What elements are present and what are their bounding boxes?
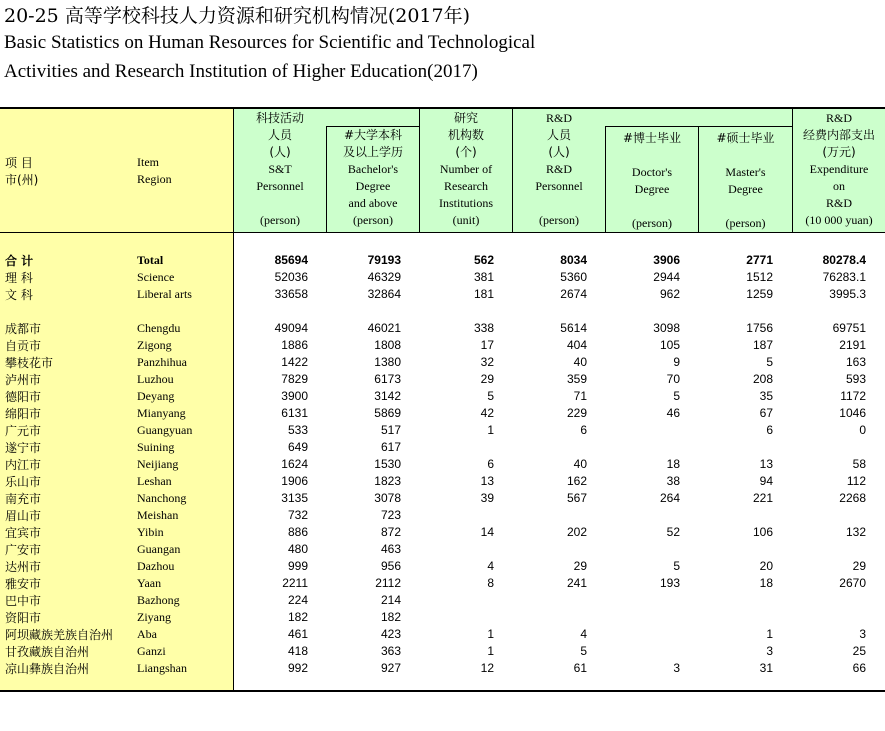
table-cell: 2944 [653, 270, 680, 284]
table-cell: 202 [566, 525, 587, 539]
table-cell: 5614 [560, 321, 587, 335]
table-cell: 94 [759, 474, 773, 488]
table-cell: 181 [473, 287, 494, 301]
row-label-cn: 合 计 [5, 254, 34, 268]
header-doctor: #博士毕业 Doctor's Degree (person) [622, 131, 682, 230]
table-cell: 1046 [839, 406, 866, 420]
table-cell: 1906 [281, 474, 308, 488]
table-cell: 999 [287, 559, 308, 573]
table-cell: 927 [380, 661, 401, 675]
row-label-cn: 达州市 [5, 560, 42, 574]
row-label-cn: 广安市 [5, 543, 42, 557]
table-cell: 2191 [839, 338, 866, 352]
table-cell: 85694 [274, 253, 308, 267]
table-cell: 3078 [374, 491, 401, 505]
table-cell: 1808 [374, 338, 401, 352]
table-cell: 221 [752, 491, 773, 505]
table-cell: 105 [659, 338, 680, 352]
table-cell: 106 [752, 525, 773, 539]
table-cell: 35 [759, 389, 773, 403]
header-institutions: 研究 机构数 (个) Number of Research Institutions (unit) [438, 111, 493, 227]
table-cell: 4 [487, 559, 494, 573]
table-cell: 29 [852, 559, 866, 573]
table-cell: 872 [380, 525, 401, 539]
table-cell: 187 [752, 338, 773, 352]
table-cell: 214 [380, 593, 401, 607]
table-cell: 3135 [281, 491, 308, 505]
row-label-cn: 攀枝花市 [5, 356, 54, 370]
row-label-cn: 内江市 [5, 458, 42, 472]
row-label-cn: 德阳市 [5, 390, 42, 404]
table-cell: 13 [480, 474, 494, 488]
table-cell: 1886 [281, 338, 308, 352]
row-label-cn: 宜宾市 [5, 526, 42, 540]
table-cell: 7829 [281, 372, 308, 386]
table-cell: 40 [573, 355, 587, 369]
table-cell: 32 [480, 355, 494, 369]
table-cell: 3098 [653, 321, 680, 335]
header-rd-personnel: R&D 人员 (人) R&D Personnel (person) [535, 111, 583, 227]
row-label-en: Bazhong [137, 593, 180, 607]
table-cell: 649 [287, 440, 308, 454]
row-label-cn: 泸州市 [5, 373, 42, 387]
table-cell: 14 [480, 525, 494, 539]
table-cell: 52036 [274, 270, 308, 284]
table-cell: 962 [659, 287, 680, 301]
row-label-en: Liangshan [137, 661, 187, 675]
table-cell: 5360 [560, 270, 587, 284]
region-header-en: Region [137, 172, 172, 186]
title-block [4, 4, 535, 86]
table-cell: 1380 [374, 355, 401, 369]
row-label-cn: 自贡市 [5, 339, 42, 353]
table-cell: 1512 [746, 270, 773, 284]
row-label-cn: 眉山市 [5, 509, 42, 523]
table-cell: 163 [845, 355, 866, 369]
row-label-en: Nanchong [137, 491, 187, 505]
table-cell: 132 [845, 525, 866, 539]
table-cell: 58 [852, 457, 866, 471]
item-header-cn: 项 目 [5, 156, 33, 170]
table-cell: 182 [380, 610, 401, 624]
row-label-en: Ganzi [137, 644, 166, 658]
row-label-cn: 南充市 [5, 492, 42, 506]
row-label-cn: 甘孜藏族自治州 [5, 645, 90, 659]
table-cell: 162 [566, 474, 587, 488]
table-cell: 3 [859, 627, 866, 641]
table-cell: 69751 [832, 321, 866, 335]
row-label-cn: 阿坝藏族羌族自治州 [5, 628, 114, 642]
row-label-cn: 遂宁市 [5, 441, 42, 455]
table-cell: 52 [666, 525, 680, 539]
table-cell: 886 [287, 525, 308, 539]
table-cell: 193 [659, 576, 680, 590]
table-cell: 1 [487, 644, 494, 658]
item-header-en: Item [137, 155, 159, 169]
row-label-cn: 文 科 [5, 288, 33, 302]
table-cell: 5 [487, 389, 494, 403]
table-cell: 2674 [560, 287, 587, 301]
table-cell: 264 [659, 491, 680, 505]
row-label-en: Chengdu [137, 321, 181, 335]
table-cell: 1 [487, 423, 494, 437]
table-cell: 6173 [374, 372, 401, 386]
table-cell: 533 [287, 423, 308, 437]
table-cell: 2211 [282, 576, 308, 590]
table-cell: 2771 [746, 253, 773, 267]
row-label-cn: 广元市 [5, 424, 42, 438]
table-cell: 381 [473, 270, 494, 284]
page-title-en-line2: Activities and Research Institution of Higher Education(2017) [4, 61, 478, 82]
table-cell: 66 [852, 661, 866, 675]
table-cell: 42 [480, 406, 494, 420]
table-cell: 593 [845, 372, 866, 386]
table-cell: 39 [480, 491, 494, 505]
table-cell: 562 [473, 253, 494, 267]
table-cell: 1259 [746, 287, 773, 301]
row-label-en: Dazhou [137, 559, 175, 573]
table-cell: 3900 [281, 389, 308, 403]
table-cell: 20 [759, 559, 773, 573]
table-cell: 208 [752, 372, 773, 386]
row-label-cn: 理 科 [5, 271, 33, 285]
table-cell: 3906 [653, 253, 680, 267]
row-label-cn: 成都市 [5, 322, 42, 336]
table-cell: 338 [473, 321, 494, 335]
row-label-en: Suining [137, 440, 175, 454]
table-cell: 5869 [374, 406, 401, 420]
table-cell: 76283.1 [822, 270, 866, 284]
table-cell: 9 [673, 355, 680, 369]
row-label-en: Guangan [137, 542, 181, 556]
row-label-en: Aba [137, 627, 157, 641]
table-cell: 70 [666, 372, 680, 386]
table-cell: 46329 [367, 270, 401, 284]
table-cell: 6 [580, 423, 587, 437]
table-cell: 4 [580, 627, 587, 641]
table-cell: 567 [566, 491, 587, 505]
table-cell: 3142 [374, 389, 401, 403]
table-cell: 25 [852, 644, 866, 658]
table-cell: 182 [287, 610, 308, 624]
table-cell: 3 [766, 644, 773, 658]
table-cell: 71 [573, 389, 587, 403]
table-cell: 6131 [281, 406, 308, 420]
table-cell: 723 [380, 508, 401, 522]
table-cell: 224 [287, 593, 308, 607]
row-label-en: Ziyang [137, 610, 171, 624]
table-cell: 32864 [367, 287, 401, 301]
row-label-en: Liberal arts [137, 287, 192, 301]
row-label-en: Luzhou [137, 372, 174, 386]
table-cell: 463 [380, 542, 401, 556]
table-cell: 38 [666, 474, 680, 488]
table-top-rule [0, 107, 885, 109]
row-label-en: Neijiang [137, 457, 179, 471]
table-cell: 5 [766, 355, 773, 369]
table-cell: 12 [480, 661, 494, 675]
table-cell: 18 [666, 457, 680, 471]
table-cell: 2670 [839, 576, 866, 590]
table-cell: 229 [566, 406, 587, 420]
table-cell: 732 [287, 508, 308, 522]
table-cell: 461 [287, 627, 308, 641]
table-cell: 8 [487, 576, 494, 590]
header-bachelor: #大学本科 及以上学历 Bachelor's Degree and above (person) [342, 128, 403, 227]
table-cell: 67 [759, 406, 773, 420]
row-label-en: Guangyuan [137, 423, 193, 437]
table-cell: 0 [859, 423, 866, 437]
table-cell: 1 [487, 627, 494, 641]
table-cell: 423 [380, 627, 401, 641]
table-cell: 363 [380, 644, 401, 658]
table-cell: 241 [566, 576, 587, 590]
row-label-cn: 资阳市 [5, 611, 42, 625]
table-cell: 2112 [375, 576, 401, 590]
table-cell: 80278.4 [822, 253, 866, 267]
header-st-personnel: 科技活动 人员 (人) S&T Personnel (person) [255, 111, 304, 227]
row-label-cn: 雅安市 [5, 577, 42, 591]
table-cell: 49094 [274, 321, 308, 335]
table-cell: 61 [573, 661, 587, 675]
row-label-en: Yibin [137, 525, 164, 539]
table-cell: 13 [759, 457, 773, 471]
row-label-cn: 凉山彝族自治州 [5, 662, 90, 676]
table-cell: 3 [673, 661, 680, 675]
page-title-en-line1: Basic Statistics on Human Resources for Scientific and Technological [4, 32, 536, 53]
table-cell: 517 [380, 423, 401, 437]
table-cell: 956 [380, 559, 401, 573]
table-cell: 1756 [746, 321, 773, 335]
row-label-en: Leshan [137, 474, 172, 488]
row-label-en: Mianyang [137, 406, 186, 420]
table-cell: 17 [480, 338, 494, 352]
header-bottom-rule [0, 232, 885, 233]
row-label-en: Science [137, 270, 175, 284]
row-label-en: Zigong [137, 338, 172, 352]
row-label-cn: 巴中市 [5, 594, 42, 608]
row-label-cn: 绵阳市 [5, 407, 42, 421]
row-label-cn: 乐山市 [5, 475, 42, 489]
table-cell: 46021 [367, 321, 401, 335]
table-cell: 33658 [274, 287, 308, 301]
table-cell: 359 [566, 372, 587, 386]
table-cell: 8034 [560, 253, 587, 267]
table-cell: 480 [287, 542, 308, 556]
header-subrule [605, 126, 792, 127]
table-cell: 2268 [839, 491, 866, 505]
table-cell: 3995.3 [829, 287, 866, 301]
table-cell: 6 [487, 457, 494, 471]
table-cell: 18 [759, 576, 773, 590]
table-bottom-rule [0, 690, 885, 692]
header-master: #硕士毕业 Master's Degree (person) [716, 131, 775, 230]
row-label-en: Panzhihua [137, 355, 187, 369]
table-cell: 1 [766, 627, 773, 641]
row-label-en: Deyang [137, 389, 175, 403]
table-cell: 1422 [281, 355, 308, 369]
table-cell: 46 [666, 406, 680, 420]
table-cell: 29 [573, 559, 587, 573]
table-cell: 112 [846, 474, 866, 488]
header-rd-expenditure: R&D 经费内部支出 (万元) Expenditure on R&D (10 000 yuan) [802, 111, 875, 227]
table-cell: 31 [759, 661, 773, 675]
table-cell: 404 [566, 338, 587, 352]
table-cell: 40 [573, 457, 587, 471]
table-cell: 992 [287, 661, 308, 675]
row-label-en: Yaan [137, 576, 162, 590]
table-cell: 29 [480, 372, 494, 386]
table-cell: 1530 [374, 457, 401, 471]
table-cell: 617 [380, 440, 401, 454]
table-cell: 1172 [840, 389, 866, 403]
table-cell: 6 [766, 423, 773, 437]
row-label-en: Meishan [137, 508, 179, 522]
row-label-en: Total [137, 253, 164, 267]
table-cell: 5 [673, 559, 680, 573]
table-cell: 1624 [281, 457, 308, 471]
page-title-cn: 20-25 高等学校科技人力资源和研究机构情况(2017年) [4, 5, 470, 27]
table-cell: 1823 [374, 474, 401, 488]
table-cell: 79193 [367, 253, 401, 267]
region-header-cn: 市(州) [5, 173, 39, 187]
table-cell: 5 [580, 644, 587, 658]
table-cell: 5 [673, 389, 680, 403]
table-cell: 418 [287, 644, 308, 658]
